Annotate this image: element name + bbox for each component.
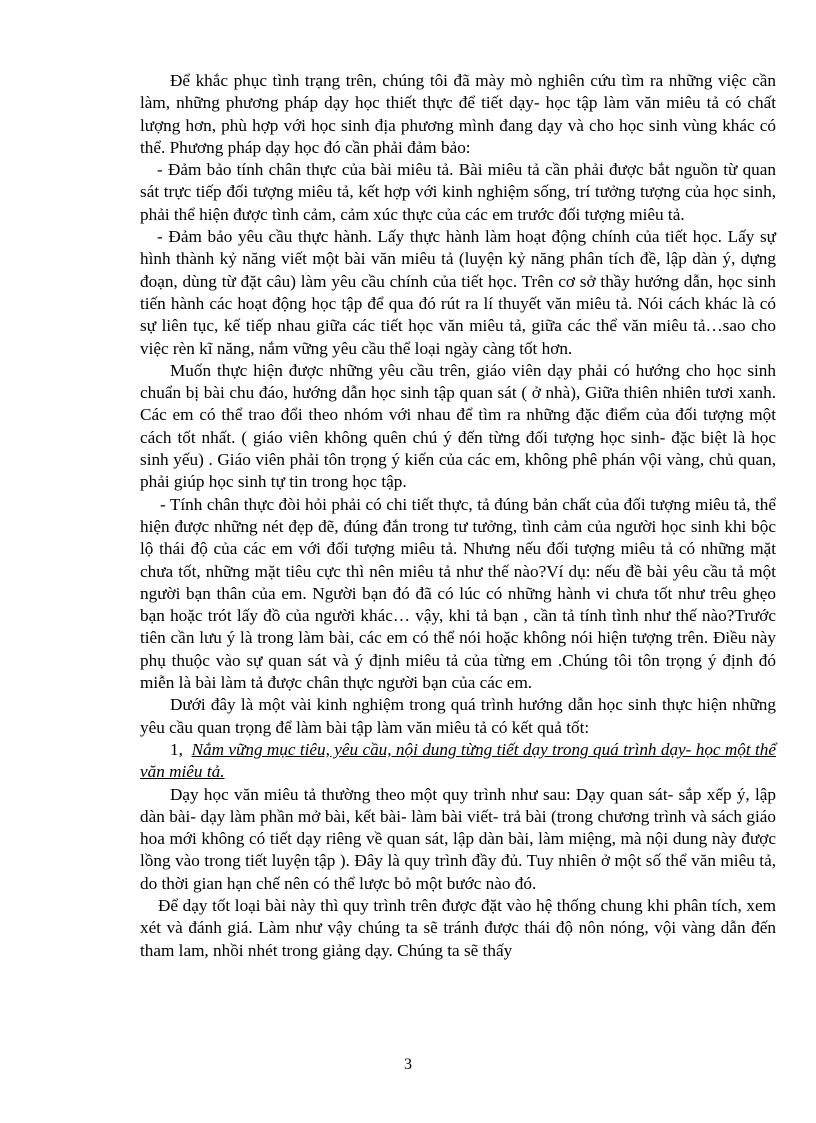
paragraph-authenticity: - Đảm bảo tính chân thực của bài miêu tả. Bài miêu tả cần phải được bắt nguồn từ quan sát trực tiếp đối tượng miêu tả, kết hợp với kinh nghiệm sống, trí tưởng tượng của học sinh, phải thể hiện được tình cảm, cảm xúc thực của các em trước đối tượng miêu tả. (140, 160, 776, 224)
paragraph-teacher-guidance: Muốn thực hiện được những yêu cầu trên, giáo viên dạy phải có hướng cho học sinh chuẩn bị bài chu đáo, hướng dẫn học sinh tập quan sát ( ở nhà), Giữa thiên nhiên tươi xanh. Các em có thể trao đổi theo nhóm với nhau để tìm ra những đặc điểm của đối tượng một cách tốt nhất. ( giáo viên không quên chú ý đến từng đối tượng học sinh- đặc biệt là học sinh yếu) . Giáo viên phải tôn trọng ý kiến của các em, không phê phán vội vàng, chủ quan, phải giúp học sinh tự tin trong học tập. (140, 360, 776, 492)
paragraph-intro: Để khắc phục tình trạng trên, chúng tôi đã mày mò nghiên cứu tìm ra những việc cần làm, những phương pháp dạy học thiết thực để tiết dạy- học tập làm văn miêu tả có chất lượng hơn, phù hợp với học sinh địa phương mình đang dạy và cho học sinh vùng khác có thể. Phương pháp dạy học đó cần phải đảm bảo: (140, 71, 776, 157)
page-number: 3 (404, 1056, 412, 1073)
paragraph-system: Để dạy tốt loại bài này thì quy trình trên được đặt vào hệ thống chung khi phân tích, xem xét và đánh giá. Làm như vậy chúng ta sẽ tránh được thái độ nôn nóng, vội vàng dẫn đến tham lam, nhồi nhét trong giảng dạy. Chúng ta sẽ thấy (140, 895, 776, 960)
paragraph-truthfulness: - Tính chân thực đòi hỏi phải có chi tiết thực, tả đúng bản chất của đối tượng miêu tả, thể hiện được những nét đẹp đẽ, đúng đắn trong tư tưởng, tình cảm của người học sinh khi bộc lộ thái độ của các em với đối tượng miêu tả. Nhưng nếu đối tượng miêu tả có những mặt chưa tốt, những mặt tiêu cực thì nên miêu tả như thế nào?Ví dụ: nếu đề bài yêu cầu tả một người bạn thân của em. Người bạn đó đã có lúc có những hành vi chưa tốt như trêu ghẹo bạn hoặc trót lấy đồ của người khác… vậy, khi tả bạn , cần tả tính tình như thế nào?Trước tiên cần lưu ý là trong làm bài, các em có thể nói hoặc không nói hiện tượng trên. Điều này phụ thuộc vào sự quan sát và ý định miêu tả của từng em .Chúng tôi tôn trọng ý định đó miễn là bài làm tả được chân thực người bạn của các em. (140, 494, 776, 693)
section-heading-1 (140, 739, 776, 784)
heading-text: Nắm vững mục tiêu, yêu cầu, nội dung từng tiết dạy trong quá trình dạy- học một thể văn miêu tả. (140, 739, 776, 782)
paragraph-procedure: Dạy học văn miêu tả thường theo một quy trình như sau: Dạy quan sát- sắp xếp ý, lập dàn bài- dạy làm phần mở bài, kết bài- làm bài viết- trả bài (trong chương trình và sách giáo hoa mới không có tiết dạy riêng về quan sát, lập dàn bài, làm miệng, mà nội dung này được lồng vào trong tiết luyện tập ). Đây là quy trình đầy đủ. Tuy nhiên ở một số thể văn miêu tả, do thời gian hạn chế nên có thể lược bỏ một bước nào đó. (140, 784, 776, 893)
paragraph-experience-intro: Dưới đây là một vài kinh nghiệm trong quá trình hướng dẫn học sinh thực hiện những yêu cầu quan trọng để làm bài tập làm văn miêu tả có kết quả tốt: (140, 695, 776, 737)
heading-number: 1, (170, 739, 183, 759)
paragraph-practice: - Đảm bảo yêu cầu thực hành. Lấy thực hành làm hoạt động chính của tiết học. Lấy sự hình thành kỷ năng viết một bài văn miêu tả (luyện kỷ năng phân tích đề, lập dàn ý, dựng đoạn, dùng từ đặt câu) làm yêu cầu chính của tiết học. Trên cơ sở thầy hướng dẫn, học sinh tiến hành các hoạt động học tập để qua đó rút ra lí thuyết văn miêu tả. Nói cách khác là có sự liên tục, kế tiếp nhau giữa các tiết học văn miêu tả, giữa các thể văn miêu tả…sao cho việc rèn kĩ năng, nắm vững yêu cầu thể loại ngày càng tốt hơn. (140, 227, 776, 358)
document-page (140, 70, 776, 962)
